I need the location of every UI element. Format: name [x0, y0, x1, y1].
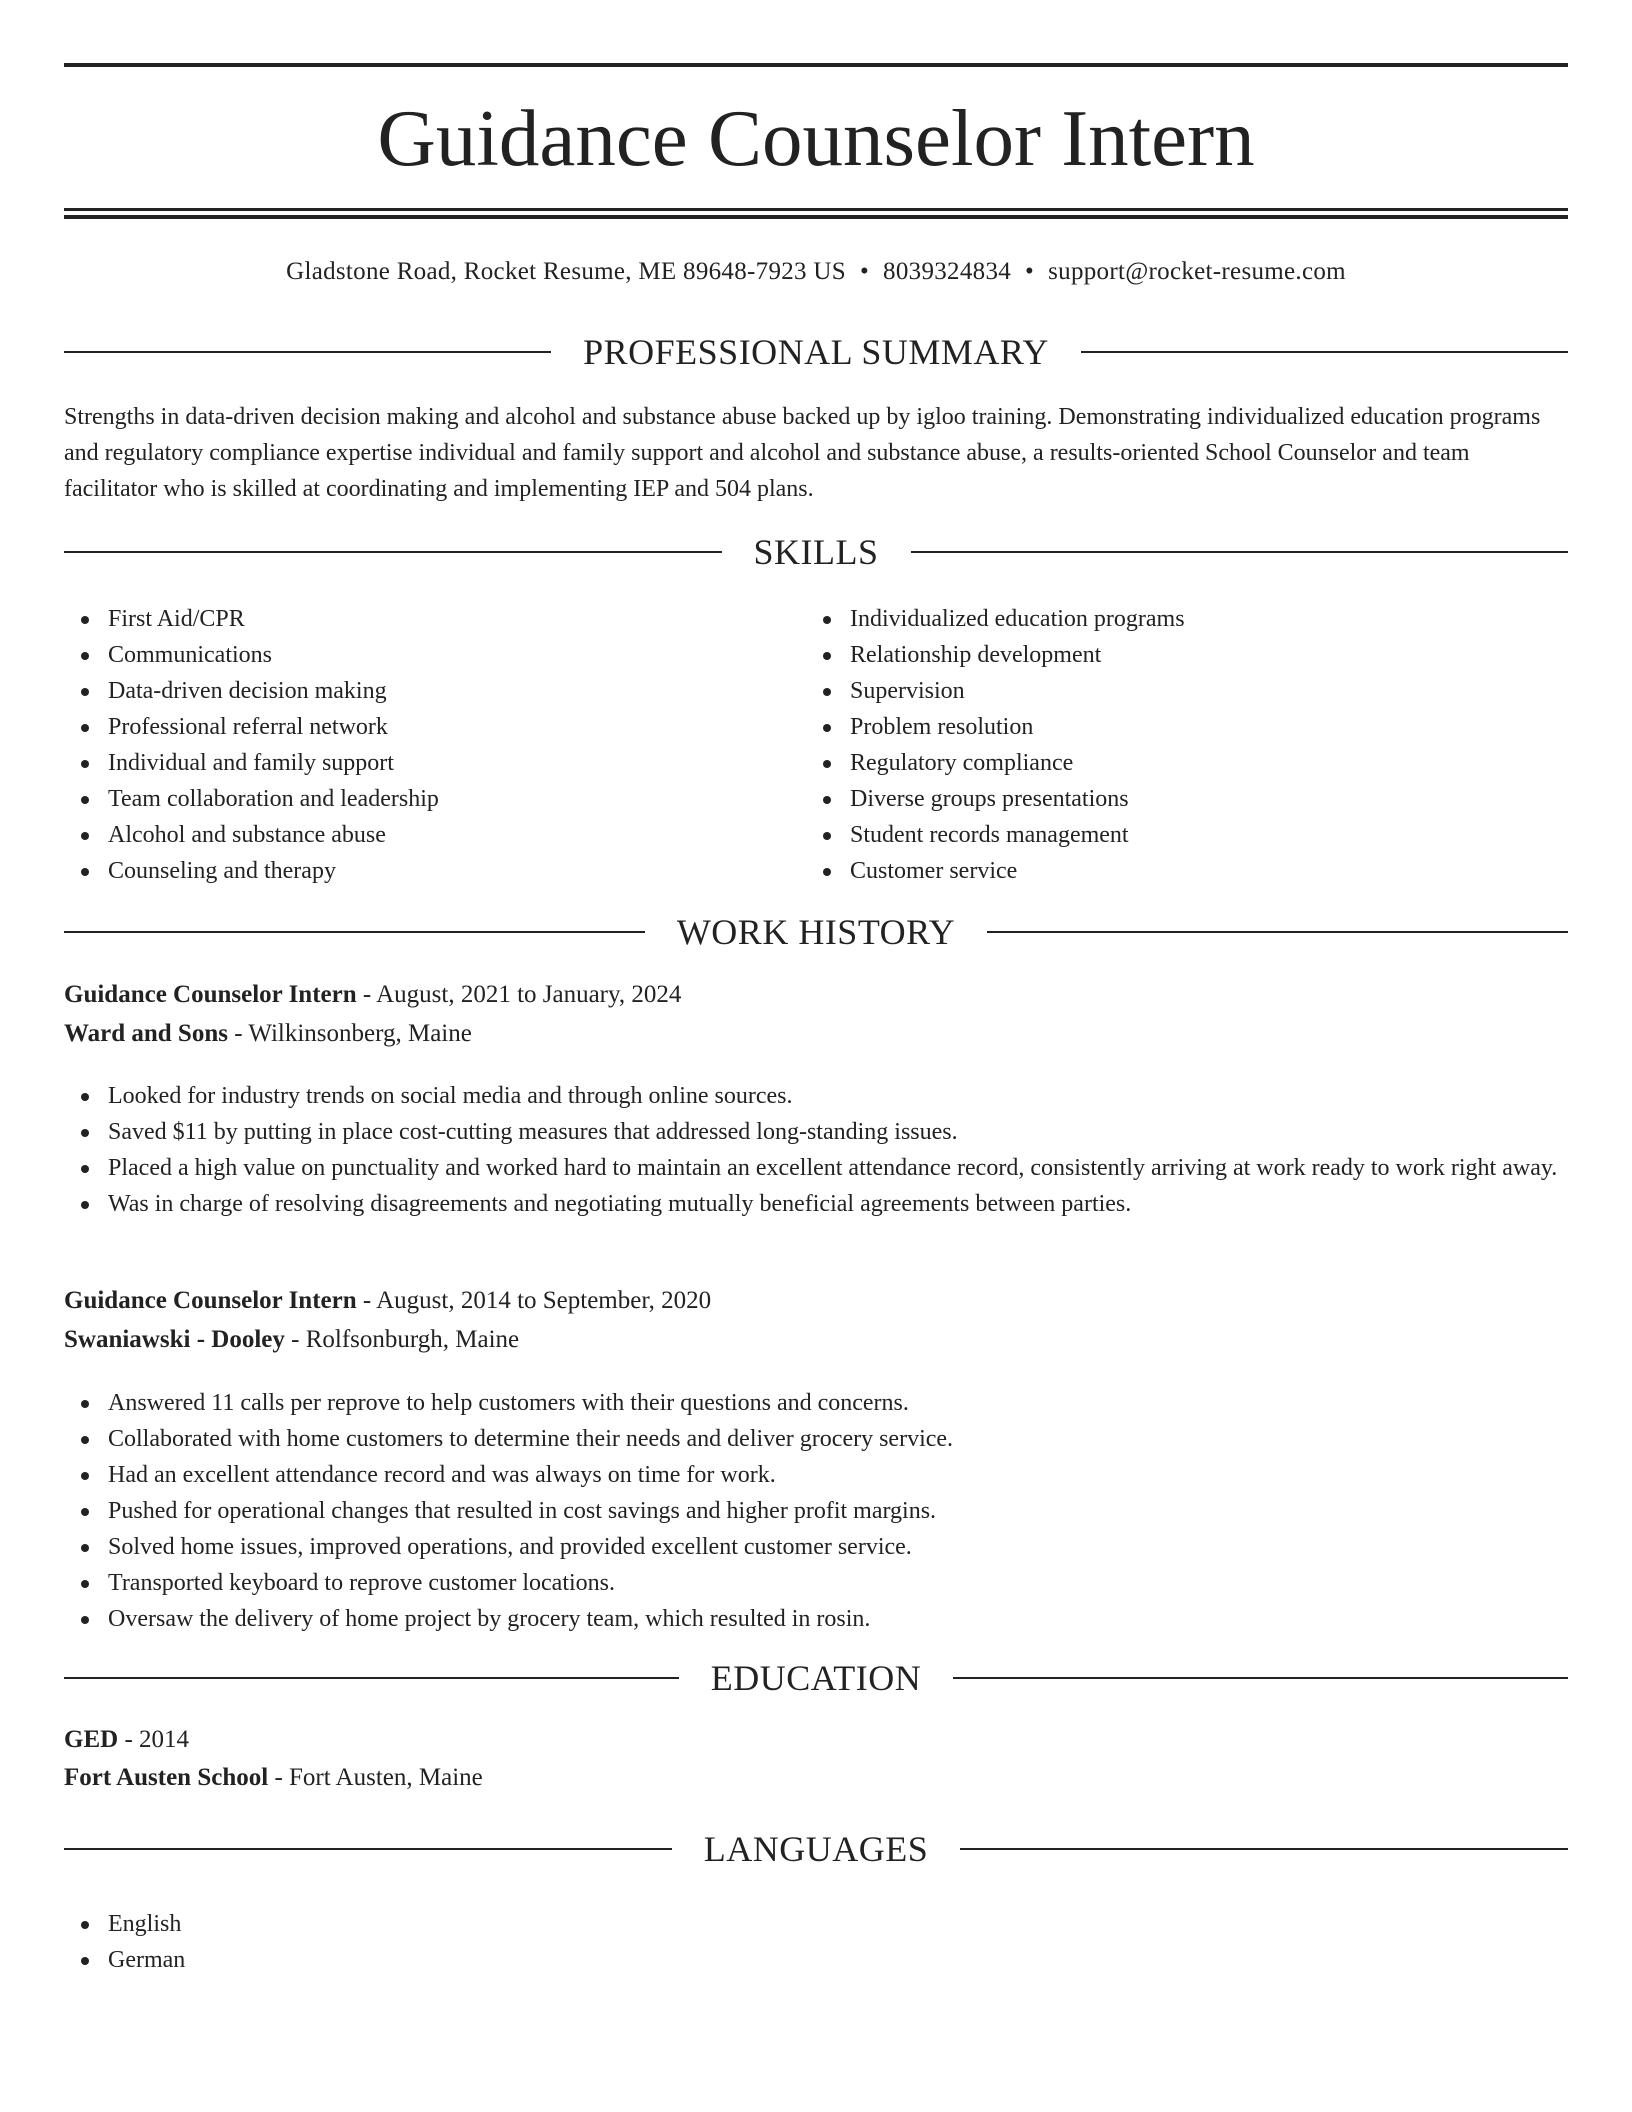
section-title: PROFESSIONAL SUMMARY — [583, 332, 1049, 372]
job-bullet: Looked for industry trends on social media and through online sources. — [64, 1078, 1568, 1114]
job-bullet: Had an excellent attendance record and was always on time for work. — [64, 1457, 1568, 1493]
job-bullet: Solved home issues, improved operations, and provided excellent customer service. — [64, 1529, 1568, 1565]
job-dates: - August, 2014 to September, 2020 — [356, 1287, 712, 1314]
job-bullet: Placed a high value on punctuality and worked hard to maintain an excellent attendance record, consistently arriving at work ready to work right away. — [64, 1150, 1568, 1186]
education-year: - 2014 — [118, 1726, 190, 1753]
job-dates: - August, 2021 to January, 2024 — [356, 981, 682, 1008]
job-title-line — [64, 975, 1568, 1015]
education-location: - Fort Austen, Maine — [268, 1764, 483, 1791]
skill-item: Supervision — [806, 673, 1566, 709]
section-heading-summary — [64, 330, 1568, 374]
skill-item: Student records management — [806, 817, 1566, 853]
skill-item: Regulatory compliance — [806, 745, 1566, 781]
job-bullet: Pushed for operational changes that resulted in cost savings and higher profit margins. — [64, 1493, 1568, 1529]
languages-list — [64, 1906, 1568, 1978]
skill-item: Alcohol and substance abuse — [64, 817, 804, 853]
heading-rule — [960, 1848, 1568, 1850]
skill-item: Counseling and therapy — [64, 853, 804, 889]
language-item: German — [64, 1942, 1568, 1978]
skill-item: Individual and family support — [64, 745, 804, 781]
job-location: - Rolfsonburgh, Maine — [284, 1326, 520, 1353]
job-company-line — [64, 1014, 1568, 1054]
contact-phone: 8039324834 — [883, 258, 1012, 285]
section-title: SKILLS — [753, 532, 879, 572]
contact-separator: • — [1025, 258, 1035, 285]
section-title: EDUCATION — [710, 1658, 922, 1698]
skill-item: Customer service — [806, 853, 1566, 889]
contact-line — [64, 252, 1568, 292]
job-company: Ward and Sons — [64, 1020, 228, 1047]
education-degree-line — [64, 1720, 1568, 1760]
heading-rule — [64, 1677, 679, 1679]
heading-rule — [953, 1677, 1568, 1679]
job-company-line — [64, 1320, 1568, 1360]
job-title-line — [64, 1281, 1568, 1321]
job-company: Swaniawski - Dooley — [64, 1326, 285, 1353]
skill-item: Communications — [64, 637, 804, 673]
heading-rule — [987, 931, 1568, 933]
job-bullet: Saved $11 by putting in place cost-cutting measures that addressed long-standing issues. — [64, 1114, 1568, 1150]
skill-item: First Aid/CPR — [64, 601, 804, 637]
contact-separator: • — [859, 258, 870, 285]
job-bullet: Oversaw the delivery of home project by grocery team, which resulted in rosin. — [64, 1601, 1568, 1637]
job-bullet: Collaborated with home customers to determine their needs and deliver grocery service. — [64, 1421, 1568, 1457]
heading-rule — [64, 351, 551, 353]
job-title: Guidance Counselor Intern — [64, 981, 357, 1008]
job-bullets — [64, 1385, 1568, 1637]
skill-item: Data-driven decision making — [64, 673, 804, 709]
skill-item: Diverse groups presentations — [806, 781, 1566, 817]
resume-title: Guidance Counselor Intern — [377, 93, 1255, 183]
header-double-rule-upper — [64, 208, 1568, 211]
skills-list-right — [806, 601, 1566, 889]
job-location: - Wilkinsonberg, Maine — [227, 1020, 472, 1047]
skill-item: Relationship development — [806, 637, 1566, 673]
contact-email: support@rocket-resume.com — [1048, 258, 1346, 285]
section-title: WORK HISTORY — [676, 912, 956, 952]
heading-rule — [1081, 351, 1568, 353]
section-heading-education — [64, 1656, 1568, 1700]
heading-rule — [64, 551, 722, 553]
language-item: English — [64, 1906, 1568, 1942]
job-bullets — [64, 1078, 1568, 1222]
section-title: LANGUAGES — [703, 1829, 929, 1869]
skill-item: Professional referral network — [64, 709, 804, 745]
skill-item: Team collaboration and leadership — [64, 781, 804, 817]
header-top-rule — [64, 63, 1568, 67]
heading-rule — [911, 551, 1569, 553]
section-heading-work-history — [64, 910, 1568, 954]
summary-text: Strengths in data-driven decision making and alcohol and substance abuse backed up by igloo training. Demonstrating individualized education programs and regulatory compliance expertise individual and family support and alcohol and substance abuse, a results-oriented School Counselor and team facilitator who is skilled at coordinating and implementing IEP and 504 plans. — [64, 404, 1541, 502]
job-bullet: Answered 11 calls per reprove to help customers with their questions and concerns. — [64, 1385, 1568, 1421]
education-school-line — [64, 1758, 1568, 1798]
heading-rule — [64, 931, 645, 933]
skills-list-left — [64, 601, 804, 889]
section-heading-languages — [64, 1827, 1568, 1871]
skill-item: Individualized education programs — [806, 601, 1566, 637]
job-bullet: Was in charge of resolving disagreements and negotiating mutually beneficial agreements between parties. — [64, 1186, 1568, 1222]
skill-item: Problem resolution — [806, 709, 1566, 745]
job-bullet: Transported keyboard to reprove customer locations. — [64, 1565, 1568, 1601]
education-degree: GED — [64, 1726, 119, 1753]
education-school: Fort Austen School — [64, 1764, 269, 1791]
contact-address: Gladstone Road, Rocket Resume, ME 89648-7923 US — [286, 258, 846, 285]
job-title: Guidance Counselor Intern — [64, 1287, 357, 1314]
header-double-rule-lower — [64, 215, 1568, 219]
section-heading-skills — [64, 530, 1568, 574]
heading-rule — [64, 1848, 672, 1850]
